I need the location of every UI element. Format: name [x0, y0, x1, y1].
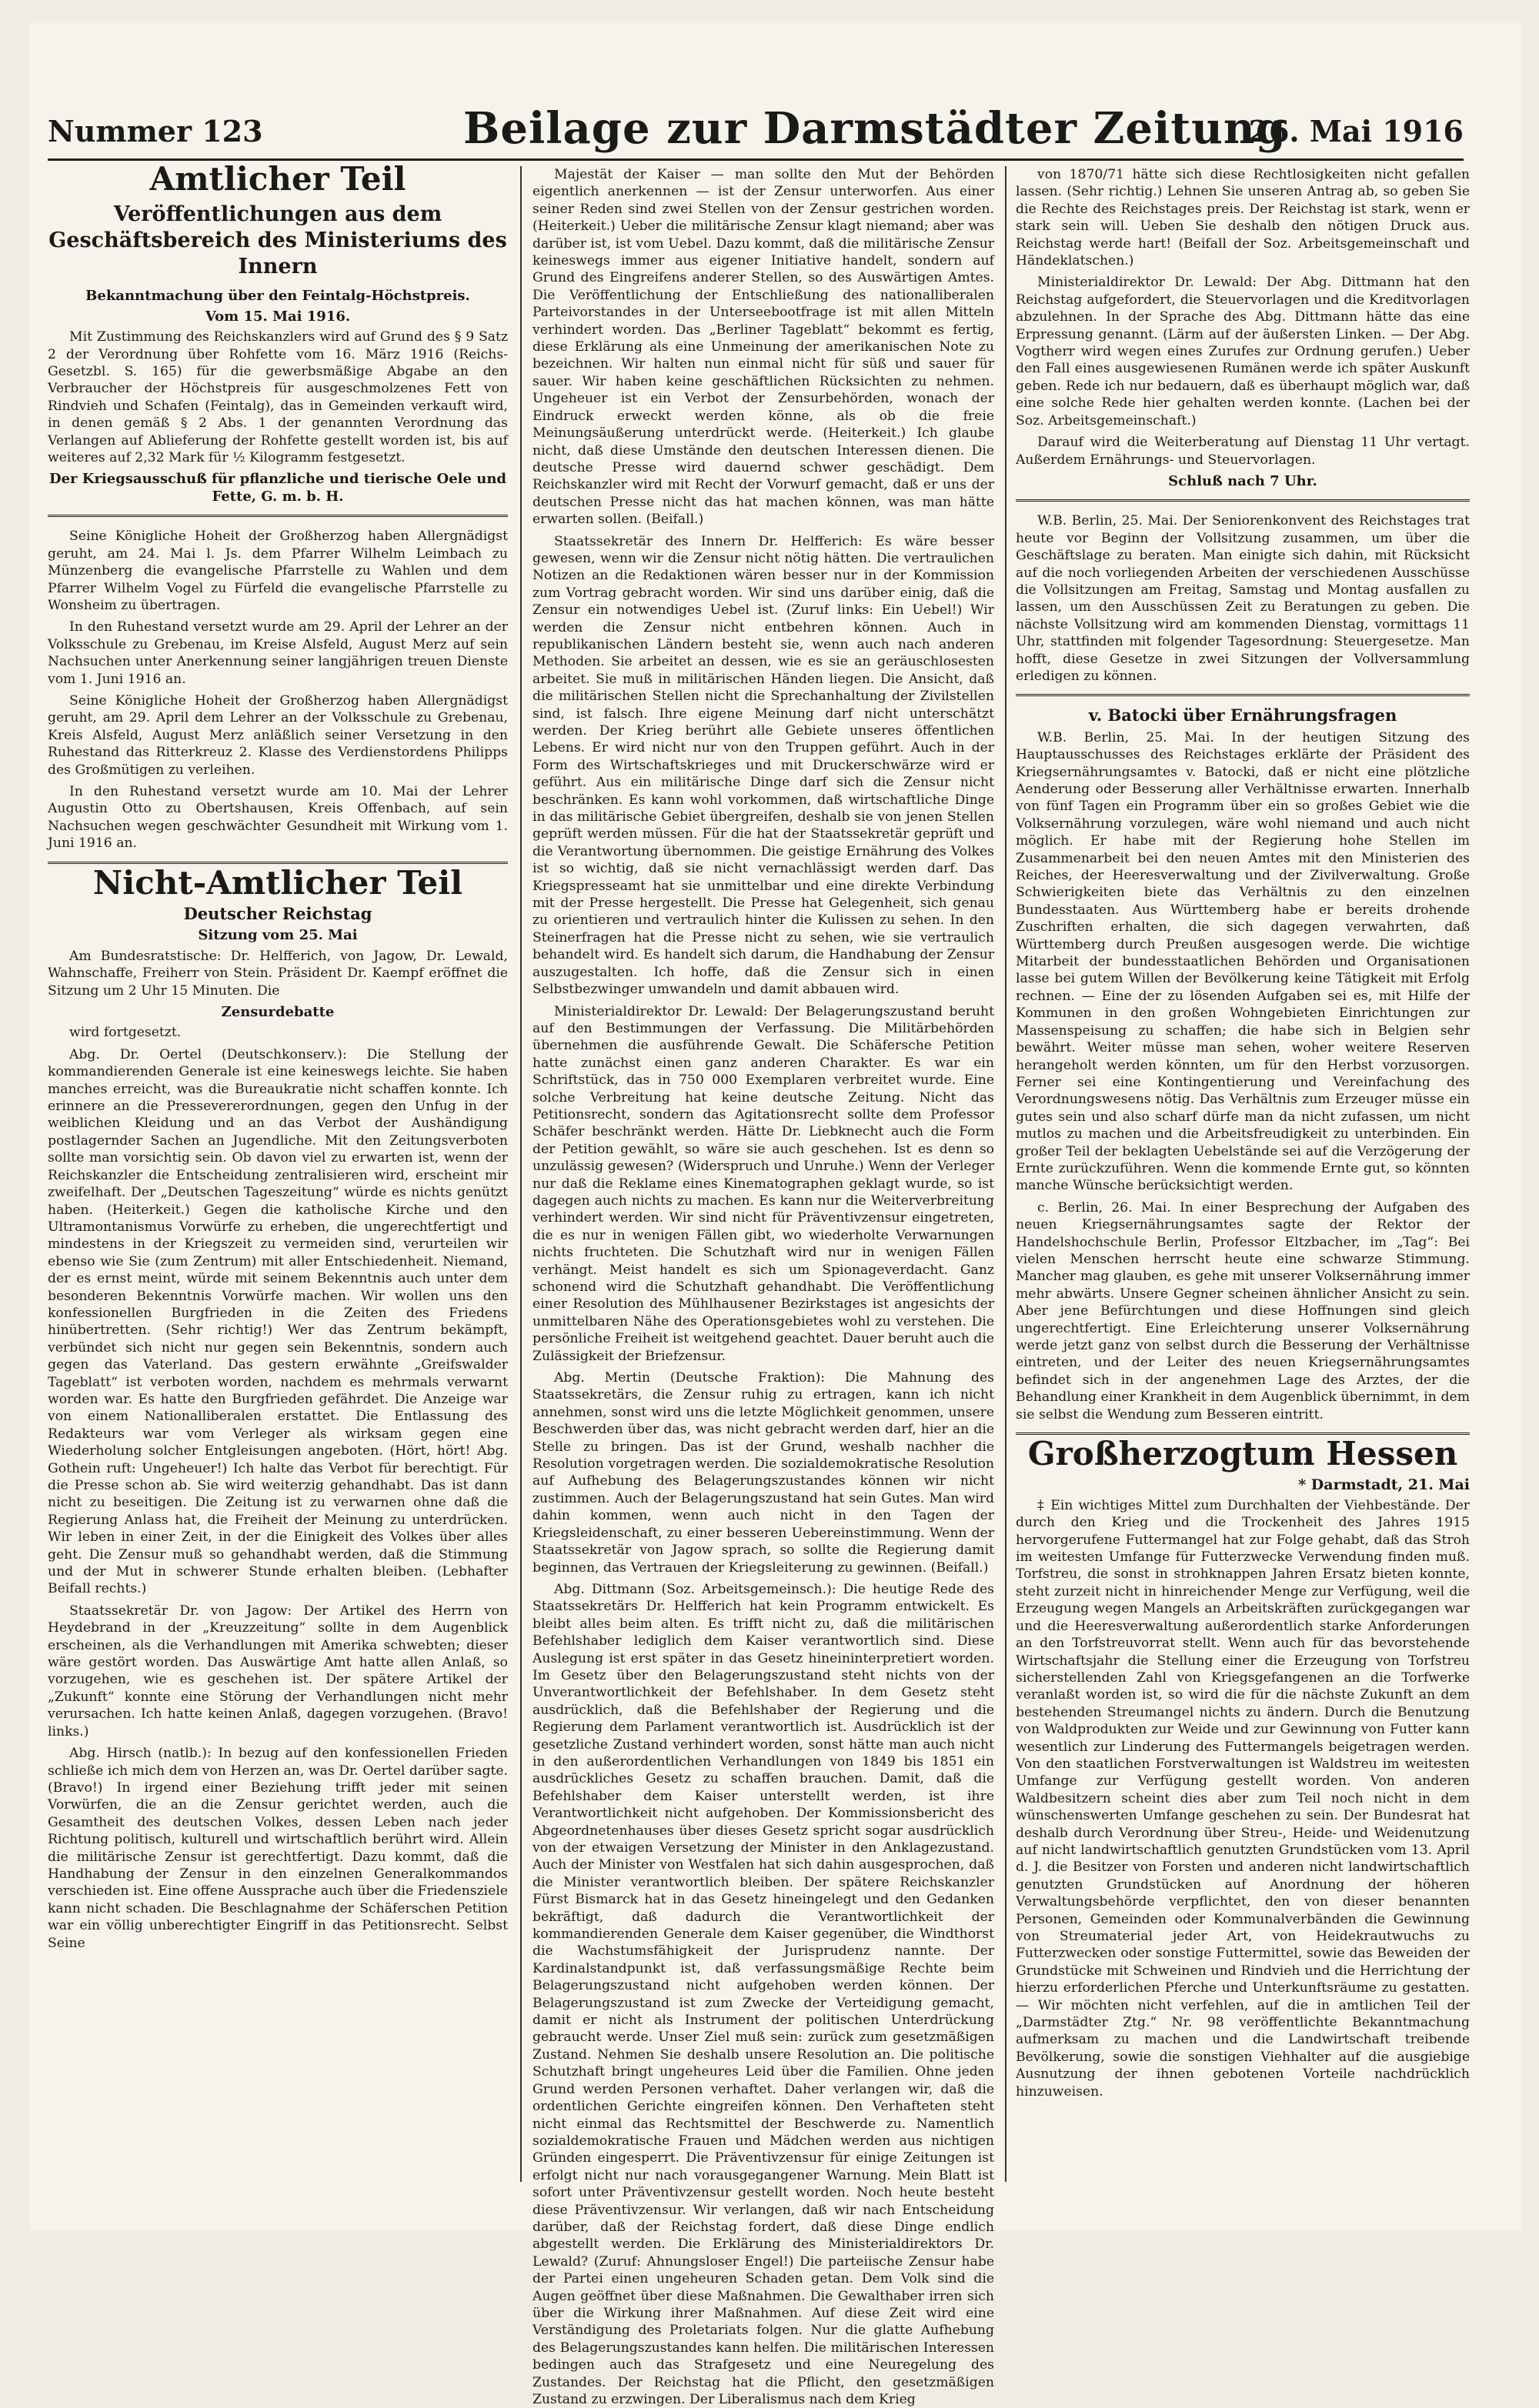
paragraph: W.B. Berlin, 25. Mai. Der Seniorenkonvent des Reichstages trat heute vor Beginn der Vollsitzung zusammen, um über die Geschäftslage zu beraten. Man einigte sich dahin, mit Rücksicht auf die noch vorliegenden Arbeiten der verschiedenen Ausschüsse die Vollsitzungen am Freitag, Samstag und Montag ausfallen zu lassen, um den Ausschüssen Zeit zu Beratungen zu geben. Die nächste Vollsitzung wird am kommenden Dienstag, vormittags 11 Uhr, stattfinden mit folgender Tagesordnung: Steuergesetze. Man hofft, diese Gesetze in zwei Sitzungen der Vollversammlung erledigen zu können. — [1016, 513, 1470, 684]
paragraph: Abg. Hirsch (natlb.): In bezug auf den konfessionellen Frieden schließe ich mich dem von Herzen an, was Dr. Oertel darüber sagte. (Bravo!) In irgend einer Beziehung trifft jeder mit seinen Vorwürfen, die an die Zensur gerichtet werden, auch die Gesamtheit des deutschen Volkes, dessen Leben nach jeder Richtung politisch, kulturell und wirtschaftlich berührt wird. Allein die militärische Zensur ist gerechtfertigt. Dazu kommt, daß die Handhabung der Zensur in den einzelnen Generalkommandos verschieden ist. Eine offene Aussprache auch über die Friedensziele kann nicht schaden. Die Beschlagnahme der Schäferschen Petition war ein völlig unberechtigter Eingriff in das Petitionsrecht. Selbst Seine — [48, 1746, 508, 1951]
reichstag-heading: Deutscher Reichstag — [183, 904, 372, 923]
section-heading-hessen: Großherzogtum Hessen — [1027, 1435, 1458, 1473]
paragraph: von 1870/71 hätte sich diese Rechtlosigkeiten nicht gefallen lassen. (Sehr richtig.) Lehnen Sie unseren Antrag ab, so geben Sie die Rechte des Reichstages preis. Der Reichstag ist stark, wenn er stark sein will. Ueben Sie deshalb den nötigen Druck aus. Reichstag werde hart! (Beifall der Soz. Arbeitsgemeinschaft und Händeklatschen.) — [1016, 167, 1470, 269]
separator — [1016, 499, 1470, 505]
column-divider — [1005, 166, 1007, 2182]
paragraph: Staatssekretär Dr. von Jagow: Der Artikel des Herrn von Heydebrand in der „Kreuzzeitung“ sollte in dem Augenblick erscheinen, als die Verhandlungen mit Amerika schwebten; dieser wäre gestört worden. Das Auswärtige Amt hatte allen Anlaß, so vorzugehen, wie es geschehen ist. Der spätere Artikel der „Zukunft“ konnte eine Störung der Verhandlungen nicht mehr verursachen. Ich hatte keinen Anlaß, dagegen vorzugehen. (Bravo! links.) — [48, 1603, 508, 1739]
dateline: * Darmstadt, 21. Mai — [1298, 1476, 1470, 1494]
paragraph: Ministerialdirektor Dr. Lewald: Der Belagerungszustand beruht auf den Bestimmungen der Verfassung. Die Militärbehörden übernehmen die ausführende Gewalt. Die Schäfersche Petition hatte zunächst einen ganz anderen Charakter. Es war ein Schriftstück, das in 750 000 Exemplaren verbreitet wurde. Eine solche Verbreitung hat keine deutsche Zeitung. Nicht das Petitionsrecht, sondern das Agitationsrecht sollte dem Professor Schäfer beschränkt werden. Hätte Dr. Liebknecht auch die Form der Petition gewählt, so wäre sie auch geschehen. Ist es denn so unzulässig gewesen? (Widerspruch und Unruhe.) Wenn der Verleger nur daß die Reklame eines Kinematographen geklagt wurde, so ist dagegen auch nichts zu machen. Es kann nur die Weiterverbreitung verhindert werden. Wir sind nicht für Präventivzensur eingetreten, die es nur in wenigen Fällen gibt, wo wiederholte Verwarnungen nichts fruchteten. Die Schutzhaft wird nur in wenigen Fällen verhängt. Meist handelt es sich um Spionageverdacht. Ganz schonend wird die Schutzhaft gehandhabt. Die Veröffentlichung einer Resolution des Mühlhausener Bezirkstages ist angesichts der unmittelbaren Nähe des Operationsgebietes wohl zu verstehen. Die persönliche Freiheit ist weitgehend geachtet. Dauer beruht auch die Zulässigkeit der Briefzensur. — [532, 1003, 994, 1364]
session-date: Sitzung vom 25. Mai — [198, 927, 358, 944]
ministry-heading: Veröffentlichungen aus dem Geschäftsbereich des Ministeriums des Innern — [48, 202, 507, 279]
section-heading-nicht-amtlich: Nicht-Amtlicher Teil — [92, 863, 463, 902]
announcement-title: Bekanntmachung über den Feintalg-Höchstpreis. — [85, 288, 470, 305]
column-divider — [520, 166, 522, 2182]
closing-line: Schluß nach 7 Uhr. — [1168, 472, 1317, 489]
announcement-date: Vom 15. Mai 1916. — [205, 308, 351, 325]
paragraph: c. Berlin, 26. Mai. In einer Besprechung der Aufgaben des neuen Kriegsernährungsamtes sagte der Rektor der Handelshochschule Berlin, Professor Eltzbacher, im „Tag“: Bei vielen Menschen herrscht heute eine schwarze Stimmung. Mancher mag glauben, es gehe mit unserer Volksernährung immer mehr abwärts. Unsere Gegner scheinen ähnlicher Ansicht zu sein. Aber jene Befürchtungen und diese Hoffnungen sind gleich ungerechtfertigt. Eine Erleichterung unserer Volksernährung werde jetzt ganz von selbst durch die Besserung der Verhältnisse eintreten, und der Leiter des neuen Kriegsernährungsamtes befindet sich in der angenehmen Lage des Arztes, der die Behandlung einer Krankheit in dem Augenblick übernimmt, in dem sie selbst die Wendung zum Besseren eintritt. — [1016, 1199, 1470, 1422]
separator — [48, 515, 508, 520]
paragraph: Abg. Dr. Oertel (Deutschkonserv.): Die Stellung der kommandierenden Generale ist eine keineswegs leichte. Sie haben manches erreicht, was die Bureaukratie nicht schaffen konnte. Ich erinnere an die Pressevererordnungen, gegen den Unfug in der weiblichen Kleidung und an das Verbot der Aushändigung postlagernder Sachen an Jugendliche. Mit den Zeitungsverboten sollte man vorsichtig sein. Ob davon viel zu erwarten ist, wenn der Reichskanzler die Entscheidung zentralisieren wird, erscheint mir zweifelhaft. Der „Deutschen Tageszeitung“ würde es nichts genützt haben. (Heiterkeit.) Gegen die katholische Kirche und den Ultramontanismus Vorwürfe zu erheben, die ungerechtfertigt und mindestens in der Kriegszeit zu vermeiden sind, verurteilen wir ebenso wie Sie (zum Zentrum) mit aller Entschiedenheit. Niemand, der es ernst meint, würde mit seinem Bekenntnis auch unter dem besonderen Bekenntnis Vorwürfe machen. Wir wollen uns den konfessionellen Burgfrieden in die Zeiten des Friedens hinübertretten. (Sehr richtig!) Wer das Zentrum bekämpft, verbündet sich nicht nur gegen sein Bekenntnis, sondern auch gegen das Vaterland. Das gestern erwähnte „Greifswalder Tageblatt“ ist verboten worden, nachdem es mehrmals verwarnt worden war. Es hatte den Burgfrieden gefährdet. Die Anzeige war von einem Nationalliberalen erstattet. Die Entlassung des Redakteurs war vom Verleger als wirksam gegen eine Wiederholung solcher Entgleisungen angeboten. (Hört, hört! Abg. Gothein ruft: Ungeheuer!) Ich halte das Verbot für berechtigt. Für die Presse schon ab. Sie wird weiterzig gehandhabt. Das ist dann nicht zu beseitigen. Die Zeitung ist zu verwarnen ohne daß die Regierung Anlass hat, die Freiheit der Meinung zu unterdrücken. Wir leben in einer Zeit, in der die Einigkeit des Volkes über alles geht. Die Zensur muß so gehandhabt werden, daß die Stimmung und der Mut in schwerer Stunde erhalten bleiben. (Lebhafter Beifall rechts.) — [48, 1046, 508, 1597]
column-1 — [48, 160, 508, 2190]
issue-number: Nummer 123 — [48, 114, 263, 148]
paragraph: Am Bundesratstische: Dr. Helfferich, von Jagow, Dr. Lewald, Wahnschaffe, Freiherr von Stein. Präsident Dr. Kaempf eröffnet die Sitzung um 2 Uhr 15 Minuten. Die — [48, 948, 508, 999]
column-3 — [1016, 166, 1470, 2190]
issue-date: 26. Mai 1916 — [1248, 114, 1464, 148]
paragraph: Mit Zustimmung des Reichskanzlers wird auf Grund des § 9 Satz 2 der Verordnung über Rohfette vom 16. März 1916 (Reichs-Gesetzbl. S. 165) für die gewerbsmäßige Abgabe an den Verbraucher der Höchstpreis für ausgeschmolzenes Fett von Rindvieh und Schafen (Feintalg), das in Gemeinden verkauft wird, in denen gemäß § 2 Abs. 1 der genannten Verordnung das Verlangen auf Ablieferung der Rohfette gestellt worden ist, bis auf weiteres auf 2,32 Mark für ½ Kilogramm festgesetzt. — [48, 329, 508, 466]
newspaper-title: Beilage zur Darmstädter Zeitung — [463, 103, 1287, 154]
separator — [1016, 694, 1470, 699]
paragraph: Abg. Dittmann (Soz. Arbeitsgemeinsch.): Die heutige Rede des Staatssekretärs Dr. Helfferich hat kein Programm entwickelt. Es bleibt alles beim alten. Es trifft nicht zu, daß die militärischen Befehlshaber lediglich dem Kaiser verantwortlich sind. Diese Auslegung ist erst später in das Gesetz hineininterpretiert worden. Im Gesetz über den Belagerungszustand steht nichts von der Unverantwortlichkeit der Befehlshaber. In dem Gesetz steht ausdrücklich, daß die Befehlshaber der Regierung und die Regierung dem Parlament verantwortlich ist. Ausdrücklich ist der gesetzliche Zustand verhindert worden, sonst hätte man auch nicht in den außerordentlichen Verhandlungen von 1849 bis 1851 ein ausdrückliches Gesetz zu schaffen brauchen. Damit, daß die Befehlshaber dem Kaiser unterstellt werden, ist ihre Verantwortlichkeit nicht aufgehoben. Der Kommissionsbericht des Abgeordnetenhauses über dieses Gesetz spricht sogar ausdrücklich von der etwaigen Versetzung der Minister in den Anklagezustand. Auch der Minister von Westfalen hat sich dahin ausgesprochen, daß die Minister verantwortlich bleiben. Der spätere Reichskanzler Fürst Bismarck hat in das Gesetz hineingelegt und den Gedanken bekräftigt, daß dadurch die Verantwortlichkeit der kommandierenden Generale dem Kaiser gegenüber, die Windthorst die Wachstumsfähigkeit der Jurisprudenz nannte. Der Kardinalstandpunkt ist, daß verfassungsmäßige Rechte beim Belagerungszustand nicht aufgehoben werden können. Der Belagerungszustand ist zum Zwecke der Verteidigung gemacht, damit er nicht als Instrument der politischen Unterdrückung gebraucht werde. Unser Ziel muß sein: zurück zum gesetzmäßigen Zustand. Nehmen Sie deshalb unsere Resolution an. Die politische Schutzhaft bringt ungeheures Leid über die Familien. Ohne jeden Grund werden Personen verhaftet. Daher verlangen wir, daß die ordentlichen Gerichte eingreifen können. Den Verhafteten steht nicht einmal das Rechtsmittel der Beschwerde zu. Namentlich sozialdemokratische Frauen und Mädchen werden aus nichtigen Gründen eingesperrt. Die Präventivzensur für einige Zeitungen ist erfolgt nicht nur nach vorausgegangener Warnung. Mein Blatt ist sofort unter Präventivzensur gestellt worden. Noch heute besteht diese Präventivzensur. Wir verlangen, daß wir nach Entscheidung darüber, daß der Reichstag fordert, daß diese Dinge endlich abgestellt werden. Die Erklärung des Ministerialdirektors Dr. Lewald? (Zuruf: Ahnungsloser Engel!) Die parteiische Zensur habe der Partei einen ungeheuren Schaden getan. Dem Volk sind die Augen geöffnet über diese Maßnahmen. Die Gewalthaber irren sich über die Wirkung ihrer Maßnahmen. Auf diese Zeit wird eine Verständigung des Proletariats folgen. Nur die glatte Aufhebung des Belagerungszustandes kann helfen. Die militärischen Interessen bedingen auch das Strafgesetz und eine Neuregelung des Zustandes. Der Reichstag hat die Pflicht, den gesetzmäßigen Zustand zu erzwingen. Der Liberalismus nach dem Krieg — [532, 1581, 994, 2407]
paragraph: Abg. Mertin (Deutsche Fraktion): Die Mahnung des Staatssekretärs, die Zensur ruhig zu ertragen, kann ich nicht annehmen, sonst wird uns die letzte Möglichkeit genommen, unsere Beschwerden über das, was nicht gebracht werden darf, hier an die Stelle zu bringen. Das ist der Grund, weshalb nachher die Resolution vorgetragen werden. Die sozialdemokratische Resolution auf Aufhebung des Belagerungszustandes können wir nicht zustimmen. Auch der Belagerungszustand hat sein Gutes. Man wird dahin kommen, wenn auch nicht in den Tagen der Kriegsleidenschaft, zu einer besseren Uebereinstimmung. Wenn der Staatssekretär von Jagow sprach, so sollte die Regierung damit beginnen, das Vertrauen der Kriegsleiterung zu gewinnen. (Beifall.) — [532, 1370, 994, 1576]
signature-line: Der Kriegsausschuß für pflanzliche und tierische Oele und Fette, G. m. b. H. — [48, 471, 506, 505]
paragraph: Darauf wird die Weiterberatung auf Dienstag 11 Uhr vertagt. Außerdem Ernährungs- und Steuervorlagen. — [1016, 435, 1470, 468]
masthead — [48, 100, 1464, 162]
batocki-heading: v. Batocki über Ernährungsfragen — [1088, 705, 1397, 725]
paragraph: Seine Königliche Hoheit der Großherzog haben Allergnädigst geruht, am 24. Mai l. Js. dem Pfarrer Wilhelm Leimbach zu Münzenberg die evangelische Pfarrstelle zu Wahlen und dem Pfarrer Wilhelm Vogel zu Fürfeld die evangelische Pfarrstelle zu Wonsheim zu übertragen. — [48, 529, 508, 613]
paragraph: Seine Königliche Hoheit der Großherzog haben Allergnädigst geruht, am 29. April dem Lehrer an der Volksschule zu Grebenau, Kreis Alsfeld, August Merz anläßlich seiner Versetzung in den Ruhestand das Ritterkreuz 2. Klasse des Verdienstordens Philipps des Großmütigen zu verleihen. — [48, 692, 508, 778]
section-heading-amtlich: Amtlicher Teil — [149, 160, 406, 198]
paragraph: wird fortgesetzt. — [69, 1025, 182, 1041]
paragraph: In den Ruhestand versetzt wurde am 10. Mai der Lehrer Augustin Otto zu Obertshausen, Kreis Offenbach, auf sein Nachsuchen wegen geschwächter Gesundheit mit Wirkung vom 1. Juni 1916 an. — [48, 783, 508, 852]
paragraph: Staatssekretär des Innern Dr. Helfferich: Es wäre besser gewesen, wenn wir die Zensur nicht nötig hätten. Die vertraulichen Notizen an die Redaktionen wären besser nur in der Kommission zum Vortrag gebracht worden. Wir sind uns darüber einig, daß die Zensur ein notwendiges Uebel ist. (Zuruf links: Ein Uebel!) Wir werden die Zensur nicht entbehren können. Auch in republikanischen Ländern besteht sie, wenn auch nach anderen Methoden. Sie arbeitet an dessen, wie es sie an geräuschlosesten arbeitet. Sie muß in militärischen Händen liegen. Die Ansicht, daß die militärischen Stellen nicht die Sprechanhaltung der Zivilstellen sind, ist falsch. Ihre eigene Meinung darf nicht unterschätzt werden. Der Krieg berührt alle Gebiete unseres öffentlichen Lebens. Er wird nicht nur von den Truppen geführt. Auch in der Form des Wirtschaftskrieges und mit Druckerschwärze wird er geführt. Aus ein militärische Dinge darf sich die Zensur nicht beschränken. Es kann wohl vorkommen, daß wirtschaftliche Dinge in das militärische Gebiet übergreifen, deshalb sie von jenen Stellen geprüft werden müssen. Für die hat der Staatssekretär geprüft und die Verantwortung übernommen. Die geistige Ernährung des Volkes ist so wichtig, daß sie nicht vernachlässigt werden darf. Das Kriegspresseamt hat sie unmittelbar und eine direkte Verbindung mit der Presse hergestellt. Die Presse hat Gelegenheit, sich genau zu orientieren und vertraulich hinter die Kulissen zu sehen. In den Steinerfragen hat die Presse nicht zu sehen, wie sie vertraulich behandelt wird. Es handelt sich darum, die Handhabung der Zensur auszugestalten. Ich hoffe, daß die Zensur sich in einen Selbstbezwinger umwandeln und damit abbauen wird. — [532, 533, 994, 998]
paragraph: In den Ruhestand versetzt wurde am 29. April der Lehrer an der Volksschule zu Grebenau, im Kreise Alsfeld, August Merz auf sein Nachsuchen unter Anerkennung seiner langjährigen treuen Dienste vom 1. Juni 1916 an. — [48, 619, 508, 687]
paragraph: Majestät der Kaiser — man sollte den Mut der Behörden eigentlich anerkennen — ist der Zensur unterworfen. Aus einer seiner Reden sind zwei Stellen von der Zensur gestrichen worden. (Heiterkeit.) Ueber die militärische Zensur klagt niemand; aber was darüber ist, ist vom Uebel. Dazu kommt, daß die militärische Zensur keineswegs immer aus eigener Initiative handelt, sondern auf Grund des Eingreifens anderer Stellen, so des Auswärtigen Amtes. Die Veröffentlichung der Entschließung des nationalliberalen Parteivorstandes in der Unterseebootfrage ist mit allen Mitteln verhindert worden. Das „Berliner Tageblatt“ bekommt es fertig, diese Erklärung als eine Unmeinung der amerikanischen Note zu bezeichnen. Wir halten nun einmal nicht für süß und sauer für sauer. Wir haben keine geschäftlichen Rücksichten zu nehmen. Ungeheuer ist ein Verbot der Zensurbehörden, wonach der Eindruck erweckt werden könne, als ob die freie Meinungsäußerung unterdrückt werde. (Heiterkeit.) Ich glaube nicht, daß diese Umstände den deutschen Interessen dienen. Die deutsche Presse wird dauernd schwer geschädigt. Dem Reichskanzler wird mit Recht der Vorwurf gemacht, daß er uns der deutschen Presse nicht das hat machen können, was man hätte erwarten sollen. (Beifall.) — [532, 167, 994, 528]
column-2 — [532, 166, 994, 2407]
debate-heading: Zensurdebatte — [221, 1004, 335, 1021]
paragraph: ‡ Ein wichtiges Mittel zum Durchhalten der Viehbestände. Der durch den Krieg und die Trockenheit des Jahres 1915 hervorgerufene Futtermangel hat zur Folge gehabt, daß das Stroh im weitesten Umfange für Futterzwecke Verwendung finden muß. Torfstreu, die sonst in strohknappen Jahren Ersatz bieten konnte, steht zurzeit nicht in hinreichender Menge zur Verfügung, weil die Erzeugung wegen Mangels an Arbeitskräften zurückgegangen war und die Heeresverwaltung außerordentlich starke Anforderungen an den Torfstreuvorrat stellt. Wenn auch für das bevorstehende Wirtschaftsjahr die Stellung einer die Erzeugung von Torfstreu sicherstellenden Zahl von Kriegsgefangenen an die Torfwerke veranlaßt worden ist, so wird die für die nächste Zukunft an dem bestehenden Streumangel nichts zu ändern. Durch die Benutzung von Waldprodukten zur Weide und zur Gewinnung von Futter kann wesentlich zur Linderung des Futtermangels beigetragen werden. Von den staatlichen Forstverwaltungen ist Waldstreu im weitesten Umfange zur Verfügung gestellt worden. Von anderen Waldbesitzern scheint dies aber zum Teil noch nicht in dem wünschenswerten Umfange geschehen zu sein. Der Bundesrat hat deshalb durch Verordnung über Streu-, Heide- und Weidenutzung auf nicht landwirtschaftlich genutzten Grundstücken vom 13. April d. J. die Besitzer von Forsten und anderen nicht landwirtschaftlich genutzten Grundstücken auf Anordnung der höheren Verwaltungsbehörde verpflichtet, den von dieser benannten Personen, Gemeinden oder Kommunalverbänden die Gewinnung von Streumaterial jeder Art, von Heidekrautwuchs zu Futterzwecken oder sonstige Futtermittel, sowie das Beweiden der Grundstücke mit Schweinen und Rindvieh und die Herrichtung der hierzu erforderlichen Pferche und Unterkunftsräume zu gestatten. — Wir möchten nicht verfehlen, auf die in amtlichen Teil der „Darmstädter Ztg.“ Nr. 98 veröffentlichte Bekanntmachung aufmerksam zu machen und die Landwirtschaft treibende Bevölkerung, sowie die sonstigen Viehhalter auf die ausgiebige Ausnutzung der ihnen gebotenen Vorteile nachdrücklich hinzuweisen. — [1016, 1497, 1470, 2099]
paragraph: W.B. Berlin, 25. Mai. In der heutigen Sitzung des Hauptausschusses des Reichstages erklärte der Präsident des Kriegsernährungsamtes v. Batocki, daß er nicht eine plötzliche Aenderung oder Besserung aller Verhältnisse erwarten. Innerhalb von fünf Tagen ein Programm über ein so großes Gebiet wie die Volksernährung vorzulegen, wäre wohl niemand und auch nicht möglich. Er habe mit der Regierung hohe Stellen im Zusammenarbeit bei den neuen Amtes mit den Ministerien des Reiches, der Heeresverwaltung und der Zivilverwaltung. Große Schwierigkeiten biete das Verhältnis zu den einzelnen Bundesstaaten. Aus Württemberg habe er bereits drohende Zuschriften erhalten, die sich dagegen verwahrten, daß Württemberg durch Preußen ausgesogen werde. Die wichtige Mitarbeit der bundesstaatlichen Behörden und Organisationen lasse bei gutem Willen der Bevölkerung keine Tätigkeit mit Erfolg rechnen. — Eine der zu lösenden Aufgaben sei es, mit Hilfe der Kommunen in den großen Wohngebieten Einrichtungen zur Massenspeisung zu schaffen; die habe sich in Belgien sehr bewährt. Weiter müsse man sehen, woher weitere Reserven herangeholt werden könnten, um für den Herbst vorzusorgen. Ferner sei eine Kontingentierung und Vereinfachung des Verordnungswesens nötig. Das Verhältnis zum Erzeuger müsse ein gutes sein und also scharf dürfe man da nicht zufassen, um nicht mutlos zu machen und die Arbeitsfreudigkeit zu unterbinden. Ein großer Teil der beklagten Uebelstände sei auf die Verzögerung der Ernte zurückzuführen. Wenn die kommende Ernte gut, so könnten manche Wünsche berücksichtigt werden. — [1016, 729, 1470, 1194]
paragraph: Ministerialdirektor Dr. Lewald: Der Abg. Dittmann hat den Reichstag aufgefordert, die Steuervorlagen und die Kreditvorlagen abzulehnen. In der Sprache des Abg. Dittmann hätte das eine Erpressung genannt. (Lärm auf der äußersten Linken. — Der Abg. Vogtherr wird wegen eines Zurufes zur Ordnung gerufen.) Ueber den Fall eines ausgewiesenen Rumänen werde ich später Auskunft geben. Rede ich nur bedauern, daß es überhaupt möglich war, daß eine solche Rede hier gehalten werden konnte. (Lachen bei der Soz. Arbeitsgemeinschaft.) — [1016, 275, 1470, 429]
